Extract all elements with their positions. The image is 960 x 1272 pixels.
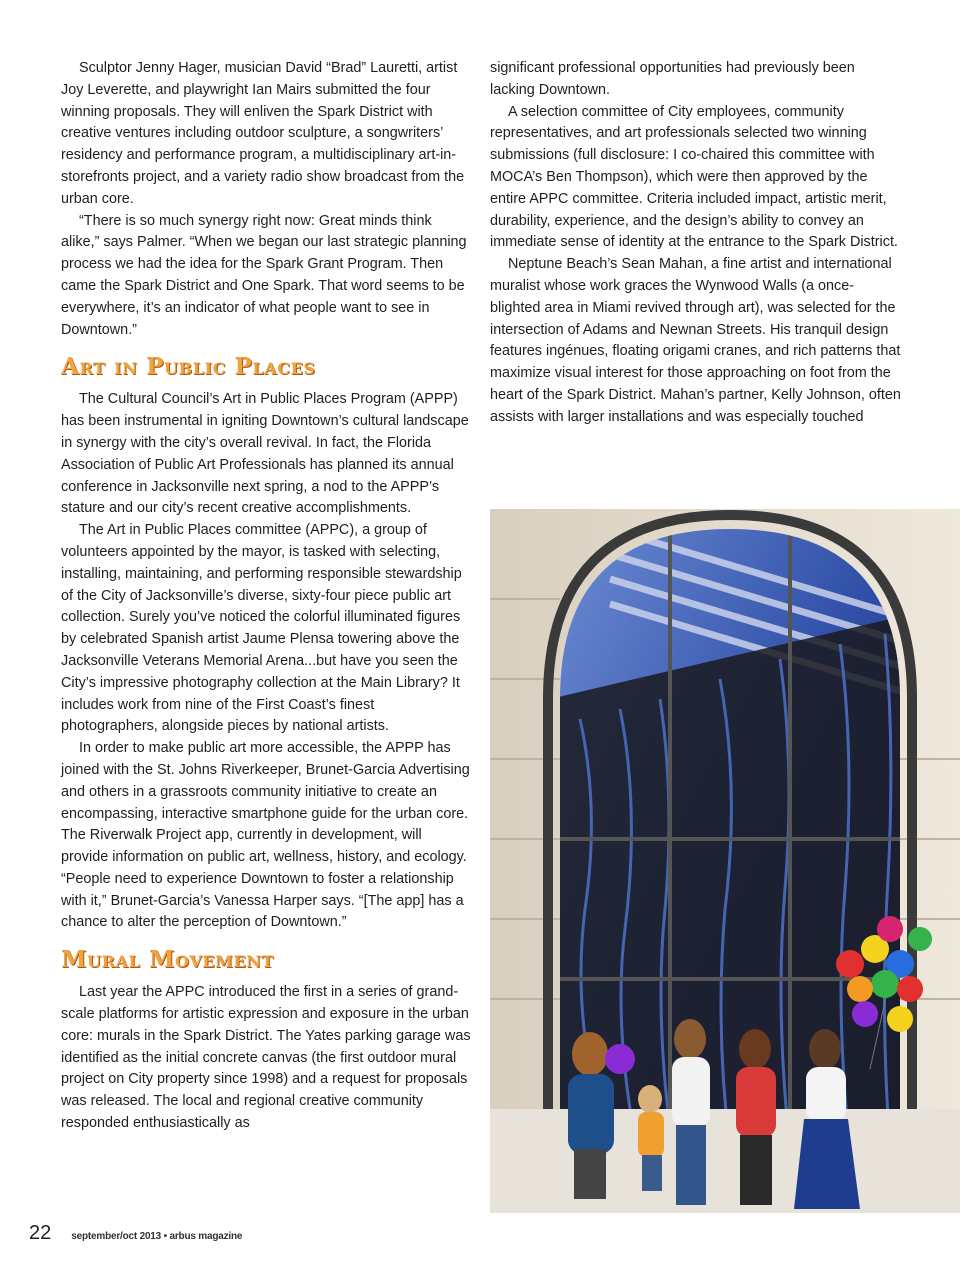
- photo-arched-window: [490, 509, 960, 1213]
- body-paragraph: “There is so much synergy right now: Great minds think alike,” says Palmer. “When we began our last strategic planning process we had the idea for the Spark Grant Program. Then came the Spark District and One Spark. That word seems to be everywhere, it’s an indicator of what people want to see in Downtown.”: [61, 212, 467, 338]
- publication-line: september/oct 2013 • arbus magazine: [71, 1231, 243, 1242]
- right-column: [490, 58, 902, 429]
- page-number: 22: [29, 1222, 52, 1244]
- body-paragraph: A selection committee of City employees, community representatives, and art professionals selected two winning submissions (full disclosure: I co-chaired this committee with MOCA’s Ben Thompson), which were then approved by the entire APPC committee. Criteria included impact, artistic merit, durability, experience, and the design’s ability to convey an immediate sense of identity at the entrance to the Spark District.: [490, 103, 898, 251]
- page-footer: [29, 1222, 242, 1248]
- body-paragraph: Sculptor Jenny Hager, musician David “Brad” Lauretti, artist Joy Leverette, and playwright Ian Mairs submitted the four winning proposals. They will enliven the Spark District with creative ventures including outdoor sculpture, a songwriters’ residency and performance program, a multidisciplinary art-in-storefronts project, and a variety radio show broadcast from the urban core.: [61, 60, 465, 207]
- body-paragraph-continuation: significant professional opportunities had previously been lacking Downtown.: [490, 60, 855, 98]
- left-column: [61, 58, 471, 1135]
- section-heading-mural-movement: Mural Movement: [61, 946, 274, 974]
- body-paragraph: The Cultural Council’s Art in Public Places Program (APPP) has been instrumental in igniting Downtown’s cultural landscape in synergy with the city’s overall revival. In fact, the Florida Association of Public Art Professionals has planned its annual conference in Jacksonville next spring, a nod to the APPP’s stature and our city’s recent creative accomplishments.: [61, 391, 469, 517]
- body-paragraph: Neptune Beach’s Sean Mahan, a fine artist and international muralist whose work graces the Wynwood Walls (a once-blighted area in Miami revived through art), was selected for the intersection of Adams and Newnan Streets. His tranquil design features ingénues, floating origami cranes, and rich patterns that maximize visual interest for those approaching on foot from the heart of the Spark District. Mahan’s partner, Kelly Johnson, often assists with larger installations and was especially touched: [490, 256, 901, 425]
- body-paragraph: The Art in Public Places committee (APPC), a group of volunteers appointed by the mayor, is tasked with selecting, installing, maintaining, and performing responsible stewardship of the City of Jacksonville’s diverse, sixty-four piece public art collection. Surely you’ve noticed the colorful illuminated figures by celebrated Spanish artist Jaume Plensa towering above the Jacksonville Veterans Memorial Arena...but have you seen the City’s impressive photography collection at the Main Library? It includes work from nine of the First Coast’s finest photographers, alongside pieces by national artists.: [61, 522, 462, 735]
- photo-arched-window-icon: [490, 509, 960, 1213]
- section-heading-art-in-public-places: Art in Public Places: [61, 353, 316, 381]
- body-paragraph: Last year the APPC introduced the first in a series of grand-scale platforms for artistic expression and exposure in the urban core: murals in the Spark District. The Yates parking garage was identified as the initial concrete canvas (the first outdoor mural project on City property since 1998) and a request for proposals was released. The local and regional creative community responded enthusiastically as: [61, 984, 471, 1132]
- body-paragraph: In order to make public art more accessible, the APPP has joined with the St. Johns Riverkeeper, Brunet-Garcia Advertising and others in a grassroots community initiative to create an encompassing, interactive smartphone guide for the urban core. The Riverwalk Project app, currently in development, will provide information on public art, wellness, history, and ecology. “People need to experience Downtown to foster a relationship with it,” Brunet-Garcia’s Vanessa Harper says. “[The app] has a chance to alter the perception of Downtown.”: [61, 740, 470, 931]
